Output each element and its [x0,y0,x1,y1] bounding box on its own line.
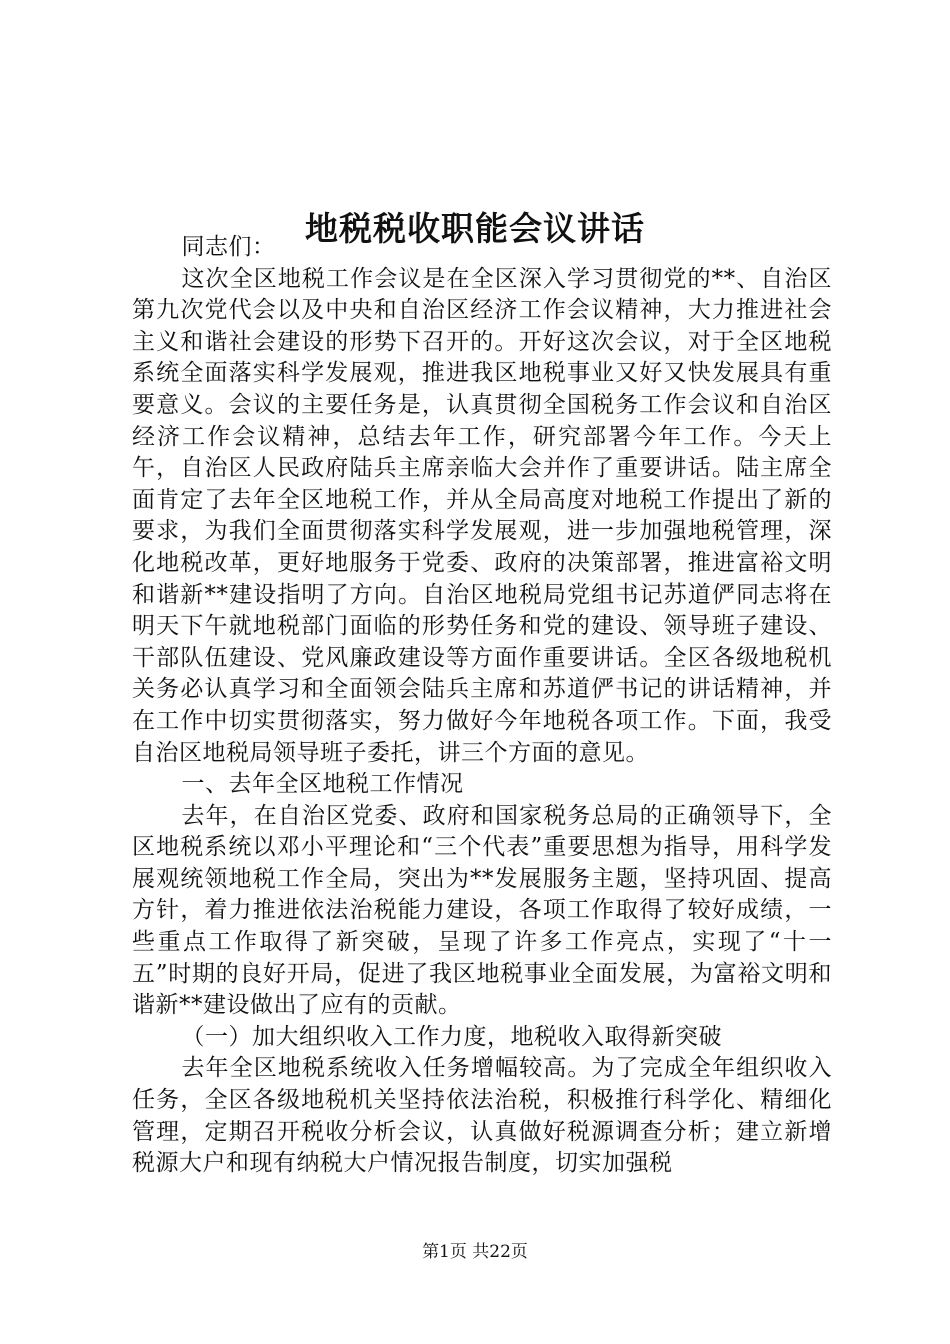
document-title: 地税税收职能会议讲话 [305,209,645,249]
subsection-heading: （一）加大组织收入工作力度，地税收入取得新突破 [181,1023,722,1050]
paragraph-section-1: 去年，在自治区党委、政府和国家税务总局的正确领导下，全区地税系统以邓小平理论和“三个代表”重要思想为指导，用科学发展观统领地税工作全局，突出为**发展服务主题，坚持巩固、提高方针，着力推进依法治税能力建设，各项工作取得了较好成绩，一些重点工作取得了新突破，呈现了许多工作亮点，实现了“十一五”时期的良好开局，促进了我区地税事业全面发展，为富裕文明和谐新**建设做出了应有的贡献。 [132,802,832,1019]
page-footer: 第1页 共22页 [422,1242,528,1262]
paragraph-intro: 这次全区地税工作会议是在全区深入学习贯彻党的**、自治区第九次党代会以及中央和自治区经济工作会议精神，大力推进社会主义和谐社会建设的形势下召开的。开好这次会议，对于全区地税系统全面落实科学发展观，推进我区地税事业又好又快发展具有重要意义。会议的主要任务是，认真贯彻全国税务工作会议和自治区经济工作会议精神，总结去年工作，研究部署今年工作。今天上午，自治区人民政府陆兵主席亲临大会并作了重要讲话。陆主席全面肯定了去年全区地税工作，并从全局高度对地税工作提出了新的要求，为我们全面贯彻落实科学发展观，进一步加强地税管理，深化地税改革，更好地服务于党委、政府的决策部署，推进富裕文明和谐新**建设指明了方向。自治区地税局党组书记苏道俨同志将在明天下午就地税部门面临的形势任务和党的建设、领导班子建设、干部队伍建设、党风廉政建设等方面作重要讲话。全区各级地税机关务必认真学习和全面领会陆兵主席和苏道俨书记的讲话精神，并在工作中切实贯彻落实，努力做好今年地税各项工作。下面，我受自治区地税局领导班子委托，讲三个方面的意见。 [132,265,832,766]
salutation: 同志们： [181,234,276,260]
section-heading: 一、去年全区地税工作情况 [181,771,464,798]
document-body [132,232,832,1180]
paragraph-subsection-1: 去年全区地税系统收入任务增幅较高。为了完成全年组织收入任务，全区各级地税机关坚持依法治税，积极推行科学化、精细化管理，定期召开税收分析会议，认真做好税源调查分析；建立新增税源大户和现有纳税大户情况报告制度，切实加强税 [132,1055,832,1177]
